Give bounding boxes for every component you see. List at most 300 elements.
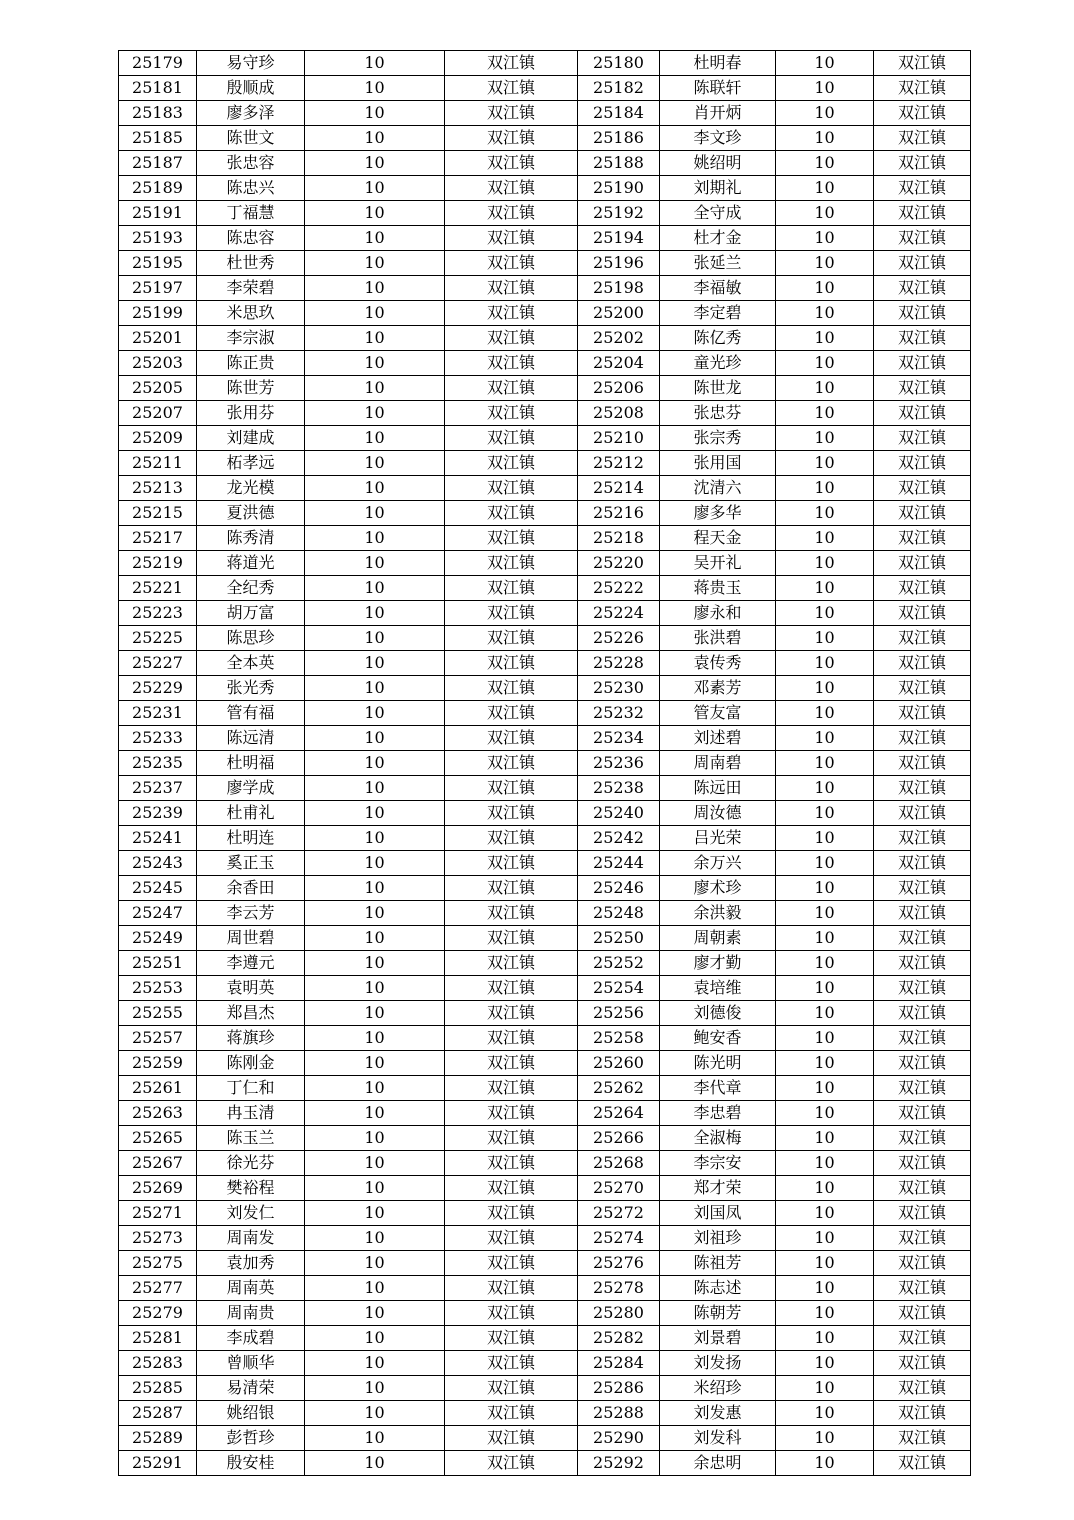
- cell-record-number: 25262: [578, 1076, 660, 1101]
- cell-record-number: 25180: [578, 51, 660, 76]
- cell-person-name: 张宗秀: [660, 426, 776, 451]
- cell-town: 双江镇: [874, 826, 971, 851]
- cell-town: 双江镇: [445, 226, 578, 251]
- cell-town: 双江镇: [874, 701, 971, 726]
- cell-amount: 10: [776, 1276, 874, 1301]
- cell-record-number: 25238: [578, 776, 660, 801]
- cell-town: 双江镇: [874, 151, 971, 176]
- cell-record-number: 25271: [119, 1201, 197, 1226]
- cell-town: 双江镇: [874, 451, 971, 476]
- cell-amount: 10: [776, 1026, 874, 1051]
- cell-person-name: 袁明英: [197, 976, 305, 1001]
- cell-amount: 10: [776, 826, 874, 851]
- cell-amount: 10: [776, 1076, 874, 1101]
- cell-person-name: 张延兰: [660, 251, 776, 276]
- cell-person-name: 陈世龙: [660, 376, 776, 401]
- cell-record-number: 25233: [119, 726, 197, 751]
- cell-record-number: 25215: [119, 501, 197, 526]
- table-row: [119, 151, 971, 176]
- cell-record-number: 25292: [578, 1451, 660, 1476]
- cell-town: 双江镇: [445, 451, 578, 476]
- table-row: [119, 1026, 971, 1051]
- cell-record-number: 25226: [578, 626, 660, 651]
- cell-record-number: 25197: [119, 276, 197, 301]
- cell-person-name: 陈忠兴: [197, 176, 305, 201]
- cell-town: 双江镇: [445, 301, 578, 326]
- cell-person-name: 陈忠容: [197, 226, 305, 251]
- cell-amount: 10: [305, 1201, 445, 1226]
- cell-record-number: 25247: [119, 901, 197, 926]
- cell-person-name: 鲍安香: [660, 1026, 776, 1051]
- cell-amount: 10: [776, 876, 874, 901]
- cell-record-number: 25281: [119, 1326, 197, 1351]
- cell-amount: 10: [776, 1126, 874, 1151]
- cell-town: 双江镇: [874, 276, 971, 301]
- cell-record-number: 25194: [578, 226, 660, 251]
- table-row: [119, 501, 971, 526]
- cell-record-number: 25258: [578, 1026, 660, 1051]
- cell-record-number: 25250: [578, 926, 660, 951]
- cell-record-number: 25195: [119, 251, 197, 276]
- cell-amount: 10: [305, 676, 445, 701]
- table-row: [119, 1326, 971, 1351]
- cell-person-name: 陈刚金: [197, 1051, 305, 1076]
- cell-amount: 10: [305, 351, 445, 376]
- cell-person-name: 陈玉兰: [197, 1126, 305, 1151]
- cell-amount: 10: [305, 1076, 445, 1101]
- cell-person-name: 米思玖: [197, 301, 305, 326]
- cell-person-name: 易清荣: [197, 1376, 305, 1401]
- cell-amount: 10: [305, 651, 445, 676]
- table-row: [119, 876, 971, 901]
- cell-town: 双江镇: [874, 976, 971, 1001]
- cell-record-number: 25181: [119, 76, 197, 101]
- cell-person-name: 殷安桂: [197, 1451, 305, 1476]
- cell-person-name: 李宗安: [660, 1151, 776, 1176]
- cell-amount: 10: [776, 226, 874, 251]
- cell-person-name: 刘发科: [660, 1426, 776, 1451]
- cell-town: 双江镇: [874, 376, 971, 401]
- cell-amount: 10: [305, 701, 445, 726]
- table-row: [119, 301, 971, 326]
- cell-amount: 10: [305, 476, 445, 501]
- cell-person-name: 廖术珍: [660, 876, 776, 901]
- table-row: [119, 626, 971, 651]
- cell-person-name: 肖开炳: [660, 101, 776, 126]
- cell-person-name: 杜才金: [660, 226, 776, 251]
- cell-town: 双江镇: [445, 751, 578, 776]
- cell-town: 双江镇: [445, 276, 578, 301]
- cell-person-name: 张用国: [660, 451, 776, 476]
- table-row: [119, 1001, 971, 1026]
- cell-town: 双江镇: [445, 1351, 578, 1376]
- cell-person-name: 张忠芬: [660, 401, 776, 426]
- cell-record-number: 25288: [578, 1401, 660, 1426]
- table-row: [119, 376, 971, 401]
- cell-town: 双江镇: [874, 226, 971, 251]
- cell-record-number: 25237: [119, 776, 197, 801]
- cell-record-number: 25285: [119, 1376, 197, 1401]
- cell-person-name: 沈清六: [660, 476, 776, 501]
- cell-amount: 10: [305, 101, 445, 126]
- table-row: [119, 776, 971, 801]
- cell-town: 双江镇: [874, 1176, 971, 1201]
- cell-person-name: 陈远清: [197, 726, 305, 751]
- cell-record-number: 25264: [578, 1101, 660, 1126]
- table-row: [119, 901, 971, 926]
- cell-town: 双江镇: [874, 1101, 971, 1126]
- cell-person-name: 廖多华: [660, 501, 776, 526]
- cell-amount: 10: [776, 1401, 874, 1426]
- cell-town: 双江镇: [874, 926, 971, 951]
- cell-town: 双江镇: [874, 1126, 971, 1151]
- cell-record-number: 25260: [578, 1051, 660, 1076]
- cell-amount: 10: [776, 626, 874, 651]
- cell-amount: 10: [776, 476, 874, 501]
- cell-record-number: 25199: [119, 301, 197, 326]
- cell-record-number: 25227: [119, 651, 197, 676]
- cell-town: 双江镇: [445, 1376, 578, 1401]
- cell-person-name: 郑才荣: [660, 1176, 776, 1201]
- table-body: [119, 51, 971, 1476]
- cell-town: 双江镇: [874, 626, 971, 651]
- cell-town: 双江镇: [445, 51, 578, 76]
- table-row: [119, 76, 971, 101]
- table-row: [119, 326, 971, 351]
- cell-record-number: 25230: [578, 676, 660, 701]
- cell-record-number: 25273: [119, 1226, 197, 1251]
- cell-amount: 10: [776, 276, 874, 301]
- cell-record-number: 25204: [578, 351, 660, 376]
- cell-town: 双江镇: [445, 76, 578, 101]
- cell-town: 双江镇: [445, 401, 578, 426]
- cell-amount: 10: [776, 1251, 874, 1276]
- cell-person-name: 程天金: [660, 526, 776, 551]
- cell-town: 双江镇: [445, 151, 578, 176]
- cell-person-name: 周南碧: [660, 751, 776, 776]
- table-row: [119, 1176, 971, 1201]
- table-row: [119, 701, 971, 726]
- cell-person-name: 廖永和: [660, 601, 776, 626]
- cell-town: 双江镇: [445, 251, 578, 276]
- cell-amount: 10: [305, 251, 445, 276]
- cell-amount: 10: [305, 626, 445, 651]
- cell-record-number: 25218: [578, 526, 660, 551]
- cell-town: 双江镇: [445, 626, 578, 651]
- cell-record-number: 25201: [119, 326, 197, 351]
- cell-town: 双江镇: [874, 301, 971, 326]
- cell-record-number: 25209: [119, 426, 197, 451]
- table-row: [119, 1051, 971, 1076]
- cell-person-name: 丁福慧: [197, 201, 305, 226]
- cell-town: 双江镇: [874, 1451, 971, 1476]
- cell-town: 双江镇: [445, 1176, 578, 1201]
- table-row: [119, 551, 971, 576]
- cell-record-number: 25270: [578, 1176, 660, 1201]
- cell-town: 双江镇: [874, 651, 971, 676]
- cell-record-number: 25179: [119, 51, 197, 76]
- cell-town: 双江镇: [874, 576, 971, 601]
- cell-town: 双江镇: [445, 1251, 578, 1276]
- cell-person-name: 周世碧: [197, 926, 305, 951]
- cell-record-number: 25193: [119, 226, 197, 251]
- cell-town: 双江镇: [874, 1226, 971, 1251]
- cell-person-name: 周朝素: [660, 926, 776, 951]
- cell-person-name: 张洪碧: [660, 626, 776, 651]
- table-row: [119, 851, 971, 876]
- cell-person-name: 童光珍: [660, 351, 776, 376]
- cell-amount: 10: [305, 326, 445, 351]
- cell-record-number: 25222: [578, 576, 660, 601]
- cell-town: 双江镇: [445, 851, 578, 876]
- cell-amount: 10: [305, 126, 445, 151]
- cell-amount: 10: [776, 1201, 874, 1226]
- cell-amount: 10: [776, 851, 874, 876]
- cell-amount: 10: [305, 301, 445, 326]
- cell-town: 双江镇: [874, 1426, 971, 1451]
- cell-person-name: 陈思珍: [197, 626, 305, 651]
- cell-record-number: 25291: [119, 1451, 197, 1476]
- cell-amount: 10: [305, 1101, 445, 1126]
- cell-amount: 10: [776, 101, 874, 126]
- cell-record-number: 25244: [578, 851, 660, 876]
- cell-town: 双江镇: [445, 926, 578, 951]
- cell-amount: 10: [305, 1426, 445, 1451]
- cell-amount: 10: [776, 1001, 874, 1026]
- cell-record-number: 25286: [578, 1376, 660, 1401]
- cell-record-number: 25217: [119, 526, 197, 551]
- cell-town: 双江镇: [445, 651, 578, 676]
- cell-record-number: 25235: [119, 751, 197, 776]
- cell-record-number: 25191: [119, 201, 197, 226]
- cell-town: 双江镇: [445, 1201, 578, 1226]
- cell-person-name: 袁传秀: [660, 651, 776, 676]
- cell-amount: 10: [305, 526, 445, 551]
- table-row: [119, 951, 971, 976]
- cell-amount: 10: [776, 501, 874, 526]
- table-row: [119, 276, 971, 301]
- cell-amount: 10: [776, 1051, 874, 1076]
- cell-amount: 10: [776, 676, 874, 701]
- table-row: [119, 1301, 971, 1326]
- cell-town: 双江镇: [445, 601, 578, 626]
- cell-amount: 10: [305, 576, 445, 601]
- cell-record-number: 25241: [119, 826, 197, 851]
- table-row: [119, 251, 971, 276]
- cell-amount: 10: [305, 976, 445, 1001]
- cell-record-number: 25240: [578, 801, 660, 826]
- table-row: [119, 1376, 971, 1401]
- cell-amount: 10: [776, 601, 874, 626]
- cell-record-number: 25256: [578, 1001, 660, 1026]
- cell-town: 双江镇: [445, 1426, 578, 1451]
- cell-record-number: 25200: [578, 301, 660, 326]
- cell-person-name: 陈远田: [660, 776, 776, 801]
- cell-town: 双江镇: [445, 801, 578, 826]
- cell-person-name: 樊裕程: [197, 1176, 305, 1201]
- cell-person-name: 李文珍: [660, 126, 776, 151]
- cell-person-name: 陈朝芳: [660, 1301, 776, 1326]
- cell-amount: 10: [776, 651, 874, 676]
- cell-town: 双江镇: [874, 1051, 971, 1076]
- cell-amount: 10: [776, 1151, 874, 1176]
- cell-record-number: 25274: [578, 1226, 660, 1251]
- cell-town: 双江镇: [874, 1251, 971, 1276]
- cell-town: 双江镇: [445, 201, 578, 226]
- cell-town: 双江镇: [874, 51, 971, 76]
- table-row: [119, 1201, 971, 1226]
- cell-amount: 10: [776, 301, 874, 326]
- cell-record-number: 25278: [578, 1276, 660, 1301]
- cell-town: 双江镇: [445, 676, 578, 701]
- cell-town: 双江镇: [445, 901, 578, 926]
- cell-amount: 10: [776, 751, 874, 776]
- cell-person-name: 李忠碧: [660, 1101, 776, 1126]
- cell-amount: 10: [305, 1351, 445, 1376]
- cell-person-name: 夏洪德: [197, 501, 305, 526]
- cell-town: 双江镇: [445, 176, 578, 201]
- cell-record-number: 25234: [578, 726, 660, 751]
- cell-amount: 10: [305, 201, 445, 226]
- cell-town: 双江镇: [874, 876, 971, 901]
- table-row: [119, 1101, 971, 1126]
- cell-person-name: 刘发扬: [660, 1351, 776, 1376]
- cell-town: 双江镇: [445, 101, 578, 126]
- cell-amount: 10: [776, 1301, 874, 1326]
- cell-person-name: 殷顺成: [197, 76, 305, 101]
- cell-amount: 10: [776, 1176, 874, 1201]
- cell-record-number: 25205: [119, 376, 197, 401]
- cell-person-name: 陈正贵: [197, 351, 305, 376]
- cell-record-number: 25232: [578, 701, 660, 726]
- table-row: [119, 1126, 971, 1151]
- cell-town: 双江镇: [445, 1451, 578, 1476]
- cell-record-number: 25211: [119, 451, 197, 476]
- cell-person-name: 彭哲珍: [197, 1426, 305, 1451]
- cell-town: 双江镇: [874, 426, 971, 451]
- cell-town: 双江镇: [874, 726, 971, 751]
- cell-town: 双江镇: [874, 101, 971, 126]
- cell-town: 双江镇: [874, 401, 971, 426]
- cell-amount: 10: [305, 826, 445, 851]
- cell-town: 双江镇: [874, 1376, 971, 1401]
- cell-record-number: 25253: [119, 976, 197, 1001]
- cell-person-name: 刘德俊: [660, 1001, 776, 1026]
- table-row: [119, 1451, 971, 1476]
- cell-person-name: 陈亿秀: [660, 326, 776, 351]
- table-row: [119, 51, 971, 76]
- cell-person-name: 李成碧: [197, 1326, 305, 1351]
- cell-person-name: 袁加秀: [197, 1251, 305, 1276]
- cell-amount: 10: [776, 1426, 874, 1451]
- cell-town: 双江镇: [445, 1076, 578, 1101]
- cell-amount: 10: [305, 1226, 445, 1251]
- table-row: [119, 926, 971, 951]
- cell-person-name: 周南贵: [197, 1301, 305, 1326]
- cell-record-number: 25186: [578, 126, 660, 151]
- cell-amount: 10: [305, 1251, 445, 1276]
- cell-person-name: 米绍珍: [660, 1376, 776, 1401]
- cell-amount: 10: [305, 1001, 445, 1026]
- cell-town: 双江镇: [445, 876, 578, 901]
- cell-amount: 10: [305, 401, 445, 426]
- cell-amount: 10: [776, 951, 874, 976]
- cell-town: 双江镇: [445, 701, 578, 726]
- cell-amount: 10: [305, 1051, 445, 1076]
- cell-town: 双江镇: [874, 951, 971, 976]
- cell-record-number: 25243: [119, 851, 197, 876]
- cell-town: 双江镇: [445, 1126, 578, 1151]
- cell-person-name: 刘景碧: [660, 1326, 776, 1351]
- cell-town: 双江镇: [445, 351, 578, 376]
- cell-record-number: 25189: [119, 176, 197, 201]
- cell-amount: 10: [776, 1226, 874, 1251]
- cell-record-number: 25221: [119, 576, 197, 601]
- cell-record-number: 25267: [119, 1151, 197, 1176]
- table-row: [119, 476, 971, 501]
- cell-person-name: 杜甫礼: [197, 801, 305, 826]
- cell-record-number: 25245: [119, 876, 197, 901]
- cell-person-name: 周南发: [197, 1226, 305, 1251]
- cell-record-number: 25259: [119, 1051, 197, 1076]
- cell-person-name: 余忠明: [660, 1451, 776, 1476]
- cell-person-name: 余洪毅: [660, 901, 776, 926]
- cell-amount: 10: [305, 751, 445, 776]
- cell-town: 双江镇: [874, 1151, 971, 1176]
- cell-amount: 10: [776, 926, 874, 951]
- cell-town: 双江镇: [445, 501, 578, 526]
- cell-person-name: 全守成: [660, 201, 776, 226]
- cell-amount: 10: [305, 726, 445, 751]
- cell-person-name: 管友富: [660, 701, 776, 726]
- table-row: [119, 1401, 971, 1426]
- table-row: [119, 101, 971, 126]
- cell-person-name: 曾顺华: [197, 1351, 305, 1376]
- cell-person-name: 杜明春: [660, 51, 776, 76]
- cell-person-name: 李荣碧: [197, 276, 305, 301]
- cell-person-name: 陈联轩: [660, 76, 776, 101]
- cell-amount: 10: [305, 451, 445, 476]
- cell-amount: 10: [305, 1401, 445, 1426]
- cell-person-name: 柘孝远: [197, 451, 305, 476]
- cell-record-number: 25261: [119, 1076, 197, 1101]
- cell-town: 双江镇: [874, 676, 971, 701]
- cell-person-name: 李代章: [660, 1076, 776, 1101]
- cell-person-name: 刘国凤: [660, 1201, 776, 1226]
- cell-person-name: 丁仁和: [197, 1076, 305, 1101]
- cell-amount: 10: [776, 176, 874, 201]
- table-row: [119, 1226, 971, 1251]
- table-row: [119, 801, 971, 826]
- cell-record-number: 25265: [119, 1126, 197, 1151]
- cell-amount: 10: [305, 1276, 445, 1301]
- cell-town: 双江镇: [874, 1001, 971, 1026]
- cell-amount: 10: [305, 926, 445, 951]
- cell-record-number: 25280: [578, 1301, 660, 1326]
- cell-record-number: 25192: [578, 201, 660, 226]
- cell-person-name: 李宗淑: [197, 326, 305, 351]
- cell-amount: 10: [305, 151, 445, 176]
- cell-amount: 10: [776, 126, 874, 151]
- cell-amount: 10: [305, 601, 445, 626]
- cell-town: 双江镇: [874, 751, 971, 776]
- cell-person-name: 陈秀清: [197, 526, 305, 551]
- table-row: [119, 676, 971, 701]
- cell-record-number: 25202: [578, 326, 660, 351]
- cell-town: 双江镇: [874, 1301, 971, 1326]
- cell-amount: 10: [305, 51, 445, 76]
- cell-record-number: 25229: [119, 676, 197, 701]
